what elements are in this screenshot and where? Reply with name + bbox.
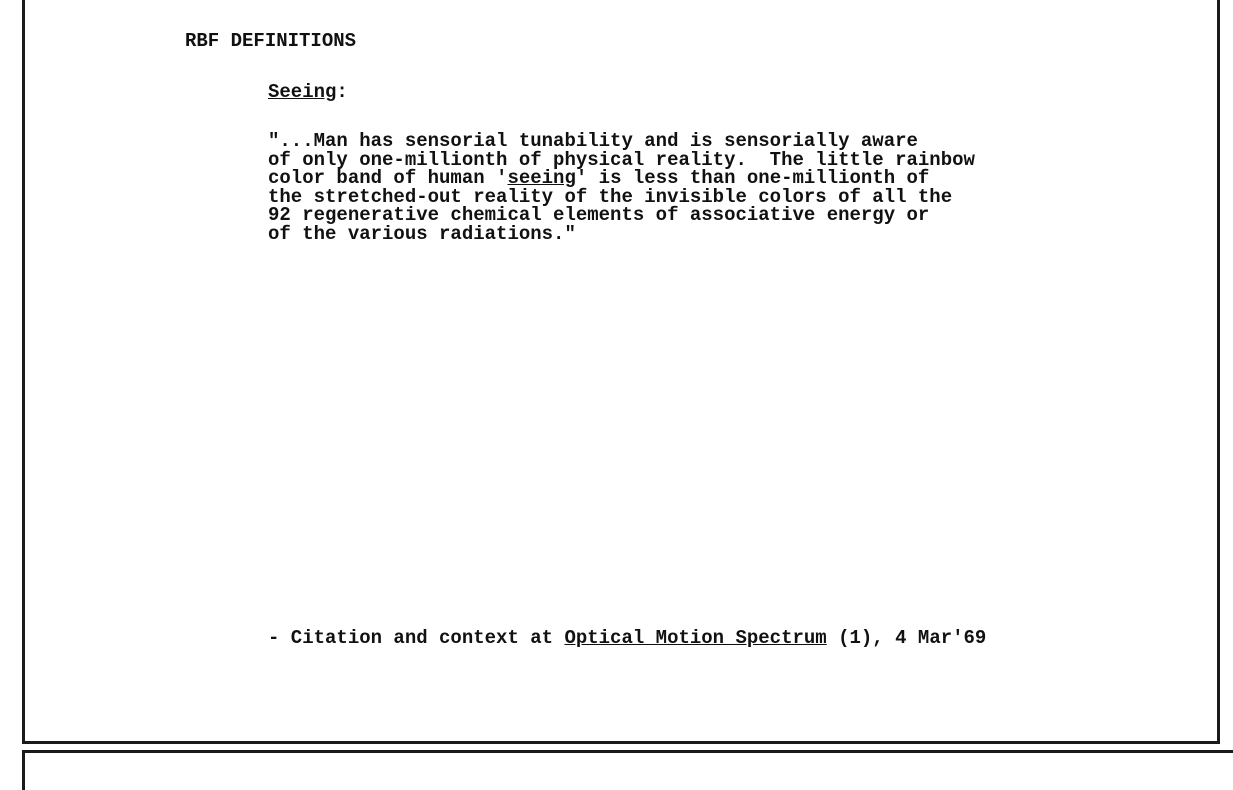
definition-card	[22, 0, 1220, 744]
term-colon: :	[336, 81, 348, 103]
citation-source: Optical Motion Spectrum	[564, 627, 827, 649]
quote-line: "...Man has sensorial tunability and is sensorially aware	[268, 130, 918, 152]
quote-line: of only one-millionth of physical reality. The little rainbow	[268, 148, 975, 171]
quote-emphasis: seeing	[507, 167, 576, 190]
term-heading	[268, 81, 348, 103]
quote-line	[268, 169, 1198, 188]
citation	[268, 627, 986, 649]
definition-quote	[268, 132, 1198, 244]
page-title: RBF DEFINITIONS	[185, 30, 357, 52]
quote-text: color band of human '	[268, 167, 508, 190]
citation-prefix: - Citation and context at	[268, 627, 565, 649]
term-label: Seeing	[268, 81, 337, 103]
quote-line: of the various radiations."	[268, 222, 576, 245]
quote-text: ' is less than one-millionth of	[575, 167, 930, 190]
next-card-edge	[22, 750, 1233, 790]
citation-suffix: (1), 4 Mar'69	[826, 627, 987, 649]
quote-line: 92 regenerative chemical elements of associative energy or	[268, 204, 930, 227]
quote-line: the stretched-out reality of the invisible colors of all the	[268, 185, 953, 208]
